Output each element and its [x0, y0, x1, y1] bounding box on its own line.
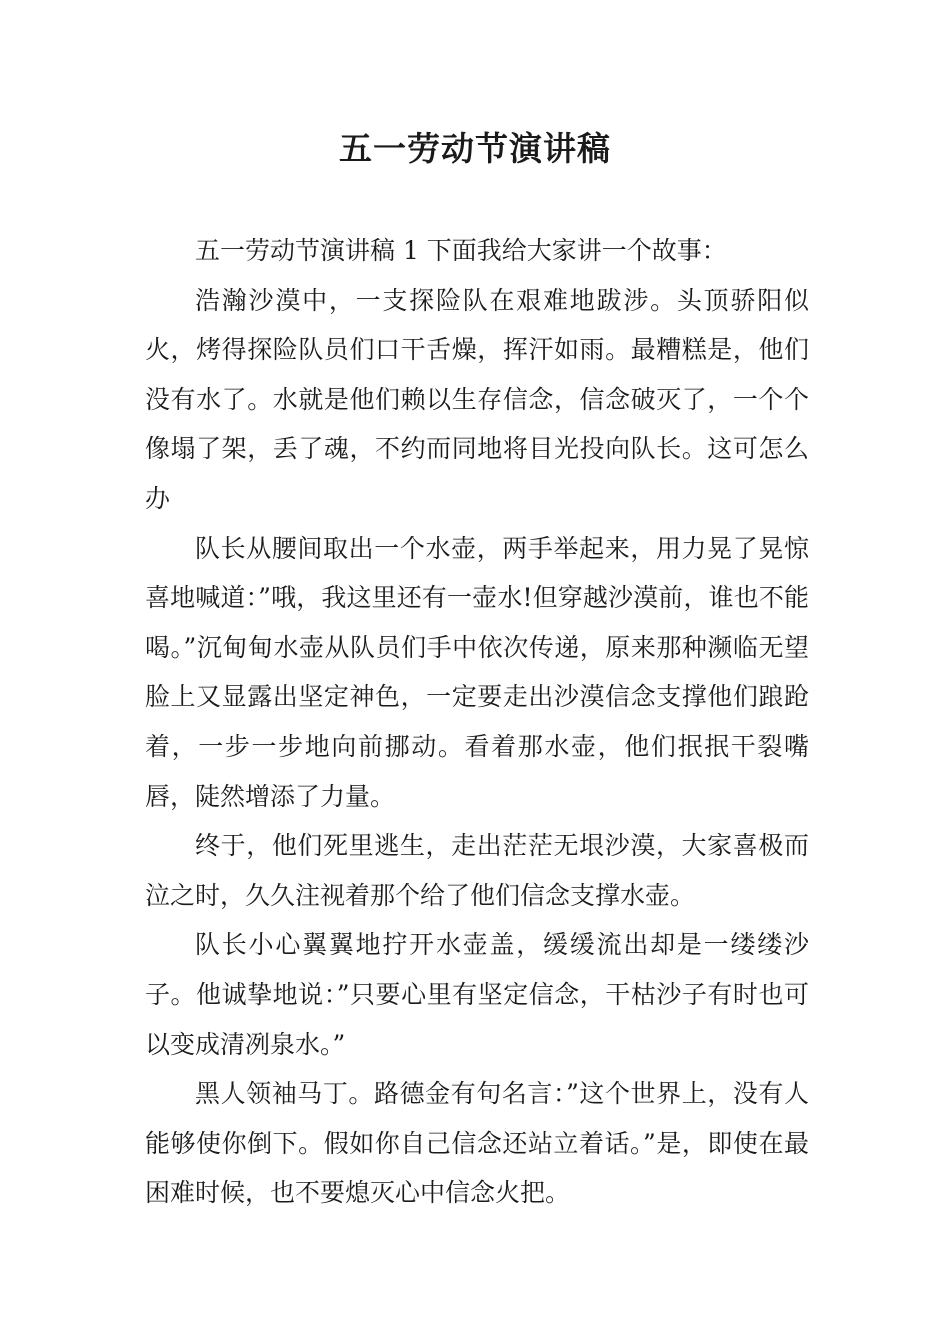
- paragraph-sand: 队长小心翼翼地拧开水壶盖，缓缓流出却是一缕缕沙子。他诚挚地说：”只要心里有坚定信念，干枯沙子有时也可以变成清冽泉水。”: [145, 930, 809, 1059]
- document-body: [145, 226, 809, 1218]
- paragraph-intro: 五一劳动节演讲稿 1 下面我给大家讲一个故事：: [195, 236, 727, 265]
- document-title: 五一劳动节演讲稿: [339, 129, 611, 168]
- paragraph-desert: 浩瀚沙漠中，一支探险队在艰难地跋涉。头顶骄阳似火，烤得探险队员们口干舌燥，挥汗如雨。最糟糕是，他们没有水了。水就是他们赖以生存信念，信念破灭了，一个个像塌了架，丢了魂，不约而同地将目光投向队长。这可怎么办: [145, 285, 809, 513]
- paragraph-quote: 黑人领袖马丁。路德金有句名言：”这个世界上，没有人能够使你倒下。假如你自己信念还站立着话。”是，即使在最困难时候，也不要熄灭心中信念火把。: [145, 1079, 809, 1208]
- paragraph-escape: 终于，他们死里逃生，走出茫茫无垠沙漠，大家喜极而泣之时，久久注视着那个给了他们信念支撑水壶。: [145, 831, 809, 910]
- paragraph-water-bottle: 队长从腰间取出一个水壶，两手举起来，用力晃了晃惊喜地喊道：”哦，我这里还有一壶水!但穿越沙漠前，谁也不能喝。”沉甸甸水壶从队员们手中依次传递，原来那种濒临无望脸上又显露出坚定神色，一定要走出沙漠信念支撑他们踉跄着，一步一步地向前挪动。看着那水壶，他们抿抿干裂嘴唇，陡然增添了力量。: [145, 533, 809, 811]
